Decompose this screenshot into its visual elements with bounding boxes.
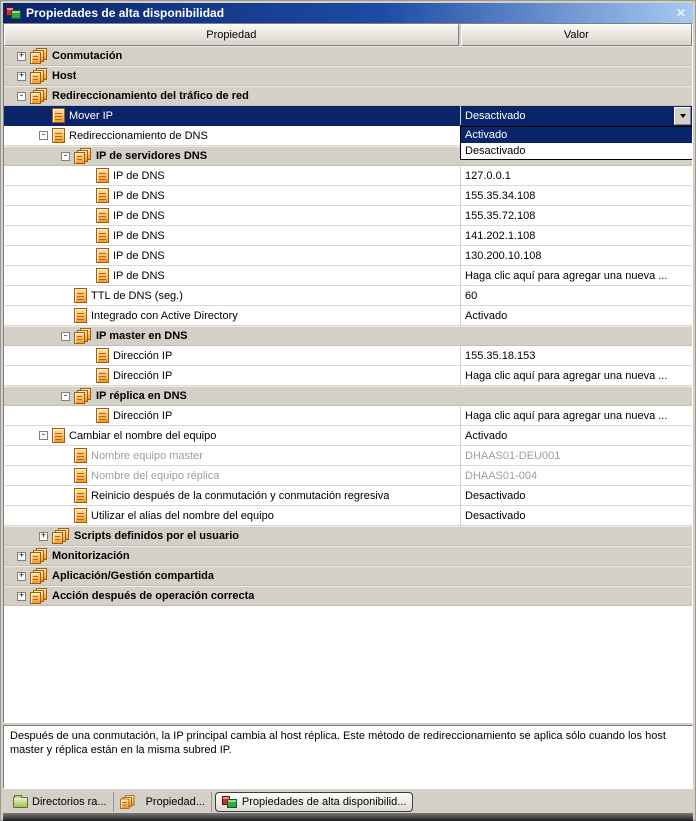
property-cell: [4, 186, 460, 205]
value-cell[interactable]: [460, 306, 692, 325]
tree-row[interactable]: [4, 326, 692, 346]
tree-row[interactable]: [4, 86, 692, 106]
combo-dropdown-list: [460, 126, 692, 160]
stacked-pages-icon: [30, 48, 48, 64]
indent-spacer: [4, 235, 83, 236]
property-cell: [4, 387, 460, 405]
property-cell: [4, 506, 460, 525]
close-icon[interactable]: ✕: [675, 6, 687, 20]
row-label: Dirección IP: [113, 349, 173, 362]
indent-spacer: [4, 315, 61, 316]
value-text: Desactivado: [465, 489, 526, 502]
row-label: TTL de DNS (seg.): [91, 289, 183, 302]
property-cell: [4, 327, 460, 345]
stacked-pages-icon: [30, 568, 48, 584]
tab-bar: [3, 789, 693, 812]
property-cell: [4, 547, 460, 565]
tree-row[interactable]: [4, 46, 692, 66]
collapse-box-icon[interactable]: -: [62, 390, 69, 401]
tree-row[interactable]: [4, 586, 692, 606]
value-text: Haga clic aquí para agregar una nueva ...: [465, 369, 668, 382]
tree-row[interactable]: [4, 346, 692, 366]
expand-box-icon[interactable]: +: [18, 590, 25, 601]
row-label: Cambiar el nombre del equipo: [69, 429, 217, 442]
bottom-strip: [3, 813, 693, 821]
value-cell[interactable]: [460, 47, 692, 65]
tree-row[interactable]: [4, 426, 692, 446]
value-cell[interactable]: [460, 466, 692, 485]
property-cell: [4, 67, 460, 85]
value-cell[interactable]: [460, 567, 692, 585]
property-page-icon: [74, 448, 87, 463]
dropdown-option[interactable]: Desactivado: [461, 143, 692, 159]
stacked-pages-icon: [52, 528, 70, 544]
property-cell: [4, 147, 460, 165]
tree-row[interactable]: [4, 506, 692, 526]
row-label: Nombre equipo master: [91, 449, 203, 462]
property-cell: [4, 527, 460, 545]
value-text: 130.200.10.108: [465, 249, 542, 262]
tab-directorios[interactable]: [7, 792, 114, 812]
row-label: Dirección IP: [113, 369, 173, 382]
property-cell: [4, 486, 460, 505]
property-cell: [4, 446, 460, 465]
tab-label: Propiedades de alta disponibilid...: [241, 795, 407, 808]
tree-row[interactable]: [4, 266, 692, 286]
indent-spacer: [4, 56, 17, 57]
property-cell: [4, 286, 460, 305]
value-cell[interactable]: [460, 527, 692, 545]
indent-spacer: [4, 576, 17, 577]
value-cell[interactable]: [460, 206, 692, 225]
value-cell[interactable]: [460, 446, 692, 465]
value-cell[interactable]: [460, 366, 692, 385]
stacked-pages-icon: [30, 548, 48, 564]
row-label: Utilizar el alias del nombre del equipo: [91, 509, 274, 522]
indent-spacer: [4, 455, 61, 456]
expand-box-icon[interactable]: +: [40, 530, 47, 541]
tree-row[interactable]: [4, 66, 692, 86]
indent-spacer: [4, 215, 83, 216]
property-page-icon: [52, 428, 65, 443]
value-cell[interactable]: [460, 226, 692, 245]
property-page-icon: [96, 208, 109, 223]
app-window-icon: [222, 795, 238, 809]
value-cell[interactable]: [460, 486, 692, 505]
indent-spacer: [4, 336, 61, 337]
column-header-propiedad[interactable]: Propiedad: [4, 24, 459, 46]
property-page-icon: [96, 368, 109, 383]
indent-spacer: [4, 435, 39, 436]
indent-spacer: [4, 96, 17, 97]
value-text: DHAAS01-DEU001: [465, 449, 561, 462]
row-label: Nombre del equipo réplica: [91, 469, 220, 482]
row-label: Dirección IP: [113, 409, 173, 422]
dropdown-arrow-icon: [680, 114, 686, 118]
tree-row[interactable]: [4, 106, 692, 126]
row-label: Monitorización: [52, 550, 130, 562]
value-combobox[interactable]: [461, 106, 692, 125]
property-page-icon: [74, 308, 87, 323]
tab-label: Directorios ra...: [32, 795, 107, 808]
value-cell[interactable]: [460, 246, 692, 265]
tree-row[interactable]: [4, 186, 692, 206]
row-label: IP de DNS: [113, 269, 165, 282]
indent-spacer: [4, 355, 83, 356]
value-text: 141.202.1.108: [465, 229, 536, 242]
expand-box-icon[interactable]: +: [18, 70, 25, 81]
stacked-pages-icon: [74, 388, 92, 404]
tree-row[interactable]: [4, 166, 692, 186]
description-panel: Después de una conmutación, la IP principal cambia al host réplica. Este método de redireccionamiento se aplica sólo cuando los host master y réplica están en la misma subred IP.: [3, 725, 693, 789]
expand-box-icon[interactable]: +: [18, 570, 25, 581]
tree-row[interactable]: [4, 366, 692, 386]
grid-body: [4, 46, 692, 722]
property-cell: [4, 206, 460, 225]
property-page-icon: [52, 128, 65, 143]
value-cell[interactable]: [460, 166, 692, 185]
row-label: IP de DNS: [113, 209, 165, 222]
indent-spacer: [4, 115, 39, 116]
property-cell: [4, 587, 460, 605]
collapse-box-icon[interactable]: -: [40, 430, 47, 440]
grid-header: [4, 24, 692, 46]
value-text: Desactivado: [465, 509, 526, 522]
row-label: IP de DNS: [113, 229, 165, 242]
value-text: 60: [465, 289, 478, 302]
value-cell[interactable]: [460, 406, 692, 425]
collapse-box-icon[interactable]: -: [40, 130, 47, 140]
row-label: IP master en DNS: [96, 330, 188, 342]
row-label: Host: [52, 70, 77, 82]
value-cell[interactable]: [460, 106, 692, 125]
tree-row[interactable]: [4, 486, 692, 506]
collapse-box-icon[interactable]: -: [62, 330, 69, 341]
property-page-icon: [96, 228, 109, 243]
tree-row[interactable]: [4, 566, 692, 586]
tree-row[interactable]: [4, 306, 692, 326]
row-label: IP de DNS: [113, 249, 165, 262]
row-label: Aplicación/Gestión compartida: [52, 570, 214, 582]
indent-spacer: [4, 175, 83, 176]
value-text: 155.35.72.108: [465, 209, 536, 222]
property-page-icon: [96, 268, 109, 283]
stacked-pages-icon: [120, 795, 135, 809]
property-page-icon: [74, 468, 87, 483]
row-label: Integrado con Active Directory: [91, 309, 238, 322]
value-cell[interactable]: [460, 346, 692, 365]
indent-spacer: [4, 536, 39, 537]
tree-row[interactable]: [4, 206, 692, 226]
property-cell: [4, 266, 460, 285]
indent-spacer: [4, 475, 61, 476]
value-cell[interactable]: [460, 286, 692, 305]
tree-row[interactable]: [4, 386, 692, 406]
value-cell[interactable]: [460, 266, 692, 285]
value-cell[interactable]: [460, 587, 692, 605]
property-cell: [4, 166, 460, 185]
indent-spacer: [4, 135, 39, 136]
indent-spacer: [4, 76, 17, 77]
value-cell[interactable]: [460, 547, 692, 565]
property-cell: [4, 466, 460, 485]
stacked-pages-icon: [30, 88, 48, 104]
indent-spacer: [4, 275, 83, 276]
property-cell: [4, 567, 460, 585]
value-text: 127.0.0.1: [465, 169, 511, 182]
row-label: Conmutación: [52, 50, 123, 62]
column-header-valor[interactable]: Valor: [461, 24, 692, 46]
property-page-icon: [96, 168, 109, 183]
row-label: Reinicio después de la conmutación y conmutación regresiva: [91, 489, 390, 502]
property-page-icon: [96, 408, 109, 423]
property-page-icon: [74, 488, 87, 503]
property-page-icon: [74, 508, 87, 523]
stacked-pages-icon: [30, 588, 48, 604]
window-title: Propiedades de alta disponibilidad: [26, 6, 225, 20]
property-page-icon: [96, 248, 109, 263]
row-label: IP de DNS: [113, 189, 165, 202]
row-label: IP de servidores DNS: [96, 150, 208, 162]
stacked-pages-icon: [74, 328, 92, 344]
tab-propiedad[interactable]: [114, 792, 212, 812]
properties-grid: [3, 23, 693, 723]
property-cell: [4, 106, 460, 125]
row-label: Mover IP: [69, 109, 114, 122]
row-label: Scripts definidos por el usuario: [74, 530, 240, 542]
tree-row[interactable]: [4, 226, 692, 246]
tree-row[interactable]: [4, 526, 692, 546]
property-page-icon: [52, 108, 65, 123]
value-text: 155.35.18.153: [465, 349, 536, 362]
collapse-box-icon[interactable]: -: [62, 150, 69, 161]
expand-box-icon[interactable]: +: [18, 50, 25, 61]
row-label: Acción después de operación correcta: [52, 590, 255, 602]
property-cell: [4, 426, 460, 445]
stacked-pages-icon: [30, 68, 48, 84]
indent-spacer: [4, 596, 17, 597]
app-window-icon: [6, 6, 22, 20]
tab-label: Propiedad...: [145, 795, 205, 808]
value-text: 155.35.34.108: [465, 189, 536, 202]
value-text: Activado: [465, 429, 508, 442]
indent-spacer: [4, 156, 61, 157]
value-cell[interactable]: [460, 67, 692, 85]
value-cell[interactable]: [460, 186, 692, 205]
value-cell[interactable]: [460, 426, 692, 445]
property-cell: [4, 246, 460, 265]
value-cell[interactable]: [460, 506, 692, 525]
collapse-box-icon[interactable]: -: [18, 90, 25, 101]
value-text: DHAAS01-004: [465, 469, 538, 482]
property-cell: [4, 406, 460, 425]
indent-spacer: [4, 255, 83, 256]
tab-propiedades-alta-disponibilidad[interactable]: [215, 792, 414, 812]
indent-spacer: [4, 495, 61, 496]
expand-box-icon[interactable]: +: [18, 550, 25, 561]
indent-spacer: [4, 515, 61, 516]
value-cell[interactable]: [460, 387, 692, 405]
indent-spacer: [4, 295, 61, 296]
indent-spacer: [4, 396, 61, 397]
property-cell: [4, 226, 460, 245]
property-cell: [4, 366, 460, 385]
indent-spacer: [4, 556, 17, 557]
tree-row[interactable]: [4, 466, 692, 486]
tree-row[interactable]: [4, 246, 692, 266]
property-cell: [4, 87, 460, 105]
value-text: Haga clic aquí para agregar una nueva ...: [465, 269, 668, 282]
row-label: IP réplica en DNS: [96, 390, 187, 402]
tree-row[interactable]: [4, 286, 692, 306]
value-cell[interactable]: [460, 327, 692, 345]
indent-spacer: [4, 195, 83, 196]
tree-row[interactable]: [4, 446, 692, 466]
folder-icon: [13, 797, 28, 808]
row-label: Redireccionamiento del tráfico de red: [52, 90, 249, 102]
value-text: Activado: [465, 309, 508, 322]
indent-spacer: [4, 415, 83, 416]
indent-spacer: [4, 375, 83, 376]
combobox-dropdown-button[interactable]: [674, 107, 691, 125]
property-cell: [4, 346, 460, 365]
property-cell: [4, 306, 460, 325]
dropdown-option[interactable]: Activado: [461, 127, 692, 143]
combobox-value: Desactivado: [465, 109, 526, 122]
property-page-icon: [74, 288, 87, 303]
tree-row[interactable]: [4, 546, 692, 566]
property-cell: [4, 126, 460, 145]
row-label: IP de DNS: [113, 169, 165, 182]
property-cell: [4, 47, 460, 65]
row-label: Redireccionamiento de DNS: [69, 129, 208, 142]
titlebar[interactable]: [3, 3, 693, 23]
property-page-icon: [96, 188, 109, 203]
stacked-pages-icon: [74, 148, 92, 164]
property-page-icon: [96, 348, 109, 363]
tree-row[interactable]: [4, 406, 692, 426]
value-text: Haga clic aquí para agregar una nueva ...: [465, 409, 668, 422]
value-cell[interactable]: [460, 87, 692, 105]
